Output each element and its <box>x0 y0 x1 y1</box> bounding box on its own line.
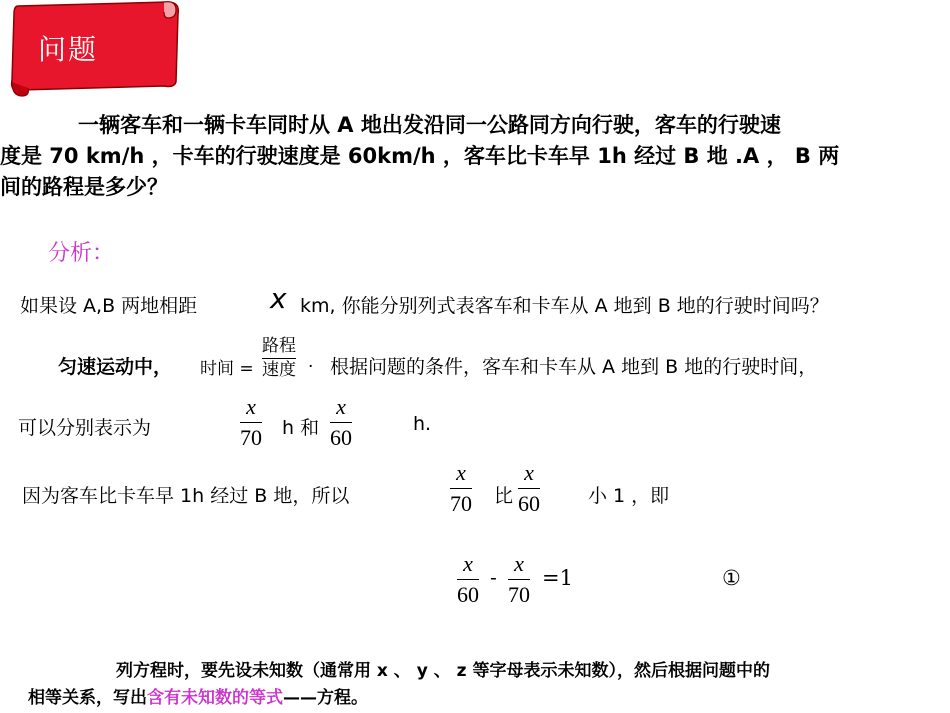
equation-equals-one: =1 <box>542 566 573 590</box>
express-prefix: 可以分别表示为 <box>18 417 152 439</box>
fraction-x-over-70: x 70 <box>240 394 262 450</box>
period: . <box>308 352 314 372</box>
banner-title: 问题 <box>38 33 99 66</box>
problem-line-3: 间的路程是多少？ <box>0 175 168 199</box>
equation-marker: ① <box>722 566 741 590</box>
problem-line-1: 一辆客车和一辆卡车同时从 A 地出发沿同一公路同方向行驶，客车的行驶速 <box>78 113 781 137</box>
equation-fraction-x-over-70: x 70 <box>508 551 530 607</box>
analysis-label: 分析： <box>48 241 115 266</box>
unit-h: h. <box>413 413 432 435</box>
equation-minus: - <box>490 567 497 589</box>
than-label: 比 <box>494 485 514 507</box>
fraction-x-over-70-b: x 70 <box>450 460 472 516</box>
fraction-numerator: 路程 <box>262 336 296 356</box>
uniform-suffix: 根据问题的条件，客车和卡车从 A 地到 B 地的行驶时间， <box>330 356 818 378</box>
note-line-1: 列方程时，要先设未知数（通常用 x 、 y 、 z 等字母表示未知数），然后根据问题中的 <box>116 661 770 681</box>
title-banner <box>8 0 180 100</box>
time-label: 时间 = <box>200 359 254 379</box>
fraction-denominator: 速度 <box>262 360 296 380</box>
variable-x: x <box>270 282 287 315</box>
question-suffix: km, 你能分别列式表客车和卡车从 A 地到 B 地的行驶时间吗？ <box>300 295 829 317</box>
problem-line-2: 度是 70 km/h ，卡车的行驶速度是 60km/h ，客车比卡车早 1h 经过 B 地 .A ， B 两 <box>0 144 840 168</box>
uniform-motion-label: 匀速运动中， <box>58 356 173 378</box>
less-one-label: 小 1 ，即 <box>588 485 670 507</box>
unit-h-and: h 和 <box>282 417 320 439</box>
note-line-2: 相等关系，写出含有未知数的等式——方程。 <box>28 688 368 708</box>
fraction-x-over-60-b: x 60 <box>518 460 540 516</box>
note-highlight: 含有未知数的等式 <box>147 688 283 708</box>
because-prefix: 因为客车比卡车早 1h 经过 B 地，所以 <box>22 485 350 507</box>
question-prefix: 如果设 A,B 两地相距 <box>20 295 198 317</box>
equation-fraction-x-over-60: x 60 <box>457 551 479 607</box>
fraction-x-over-60: x 60 <box>330 394 352 450</box>
distance-over-speed-fraction <box>262 338 296 379</box>
